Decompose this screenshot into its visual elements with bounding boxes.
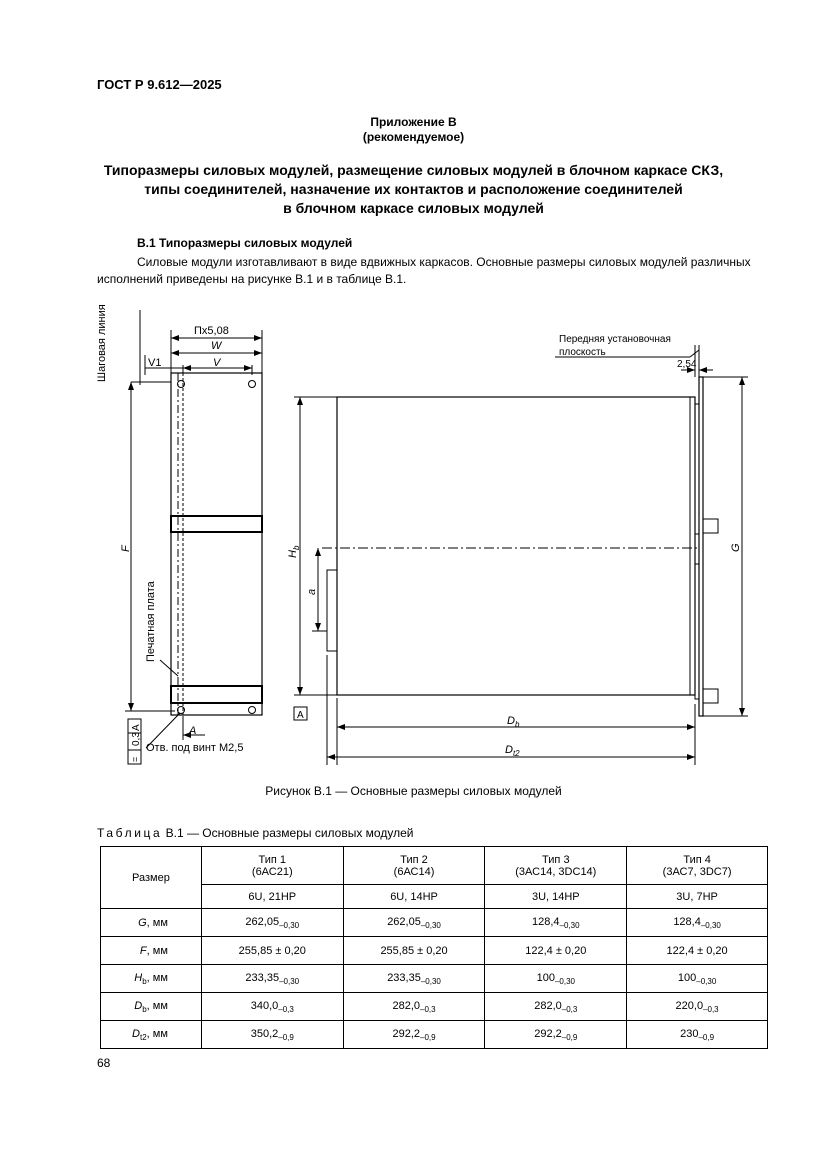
parameter-symbol: G xyxy=(138,916,147,929)
main-title-line: в блочном каркасе силовых модулей xyxy=(283,200,544,216)
value-text: 100 xyxy=(536,971,555,984)
dimensions-table xyxy=(100,846,768,1049)
type-size-cell: 3U, 14HP xyxy=(485,885,627,909)
tolerance-subscript: –0,30 xyxy=(554,976,575,986)
type-size-cell: 6U, 14HP xyxy=(343,885,485,909)
table-caption-text: В.1 — Основные размеры силовых модулей xyxy=(162,826,414,840)
type-size-cell: 3U, 7HP xyxy=(627,885,768,909)
tolerance-reference: A xyxy=(131,724,142,731)
value-cell xyxy=(485,937,627,965)
parameter-cell xyxy=(101,965,202,993)
value-text: 128,4 xyxy=(532,915,560,928)
section-heading: В.1 Типоразмеры силовых модулей xyxy=(137,236,353,250)
pitch-width-label: Пх5,08 xyxy=(194,325,229,337)
table-subheader-row xyxy=(101,885,768,909)
tolerance-subscript: –0,9 xyxy=(698,1032,715,1042)
front-view xyxy=(171,373,262,715)
parameter-symbol: H xyxy=(134,971,143,984)
table-row xyxy=(101,937,768,965)
hole-note-label: Отв. под винт M2,5 xyxy=(146,742,244,754)
handle-lower xyxy=(703,689,718,703)
value-cell xyxy=(343,1021,485,1049)
front-plane-label: Передняя установочная xyxy=(559,334,671,345)
type-header-cell xyxy=(627,847,768,885)
table-row xyxy=(101,909,768,937)
parameter-unit: , мм xyxy=(146,971,168,984)
tolerance-subscript: –0,9 xyxy=(278,1032,294,1042)
value-text: 262,05 xyxy=(387,915,421,928)
handle-bar-upper xyxy=(171,516,262,532)
figure-caption: Рисунок В.1 — Основные размеры силовых модулей xyxy=(265,784,562,798)
a-label: a xyxy=(306,588,318,595)
value-cell xyxy=(485,909,627,937)
appendix-title: Приложение В xyxy=(370,115,457,129)
value-cell xyxy=(343,909,485,937)
type-code: (3АС7, 3DC7) xyxy=(662,865,732,878)
value-text: 255,85 ± 0,20 xyxy=(238,944,306,957)
pitch-line-label: Шаговая линия xyxy=(96,304,108,382)
value-cell xyxy=(485,993,627,1021)
type-header-cell xyxy=(201,847,343,885)
connector-block xyxy=(327,570,337,651)
parameter-cell xyxy=(101,993,202,1021)
g-label: G xyxy=(730,543,742,552)
parameter-subscript: b xyxy=(142,976,147,986)
parameter-cell xyxy=(101,937,202,965)
value-text: 220,0 xyxy=(675,999,704,1012)
value-cell xyxy=(343,993,485,1021)
parameter-cell xyxy=(101,909,202,937)
value-text: 233,35 xyxy=(245,971,280,984)
appendix-status: (рекомендуемое) xyxy=(362,130,465,144)
main-title-line: Типоразмеры силовых модулей, размещение силовых модулей в блочном каркасе СКЗ, xyxy=(103,162,724,178)
value-cell xyxy=(343,937,485,965)
value-cell xyxy=(201,1021,343,1049)
top-dimensions xyxy=(131,330,262,382)
type-header-cell xyxy=(485,847,627,885)
table-row xyxy=(101,965,768,993)
value-cell xyxy=(201,993,343,1021)
parameter-subscript: b xyxy=(142,1004,147,1014)
value-cell xyxy=(627,993,768,1021)
datum-a-label: A xyxy=(297,710,304,721)
tolerance-subscript: –0,30 xyxy=(420,976,441,986)
table-caption-prefix: Таблица xyxy=(97,826,163,840)
parameter-unit: , мм xyxy=(146,1027,168,1040)
type-name: Тип 1 xyxy=(258,853,287,866)
value-cell xyxy=(201,937,343,965)
tolerance-subscript: –0,3 xyxy=(278,1004,294,1014)
value-text: 122,4 ± 0,20 xyxy=(525,944,587,957)
type-size-cell: 6U, 21HP xyxy=(201,885,343,909)
tolerance-subscript: –0,3 xyxy=(703,1004,719,1014)
tolerance-subscript: –0,9 xyxy=(561,1032,578,1042)
tolerance-subscript: –0,30 xyxy=(279,920,300,930)
document-code: ГОСТ Р 9.612—2025 xyxy=(97,77,222,92)
table-row xyxy=(101,993,768,1021)
page-number: 68 xyxy=(97,1056,111,1070)
w-label: W xyxy=(211,340,222,352)
value-cell xyxy=(627,937,768,965)
value-cell xyxy=(201,965,343,993)
value-text: 292,2 xyxy=(534,1027,562,1040)
dt2-label: $D_{t2}$ xyxy=(505,744,520,758)
type-name: Тип 2 xyxy=(400,853,428,866)
value-text: 100 xyxy=(677,971,697,984)
type-header-cell xyxy=(343,847,485,885)
v-label: V xyxy=(213,357,221,369)
pcb-label: Печатная плата xyxy=(145,581,157,662)
parameter-unit: , мм xyxy=(146,999,168,1012)
handle-upper xyxy=(703,519,718,533)
value-text: 122,4 ± 0,20 xyxy=(666,944,728,957)
tolerance-subscript: –0,3 xyxy=(420,1004,436,1014)
front-panel-outline xyxy=(171,373,262,715)
flatness-symbol: = xyxy=(130,756,140,762)
v1-label: V1 xyxy=(148,357,162,369)
value-cell xyxy=(201,909,343,937)
value-cell xyxy=(343,965,485,993)
db-label: $D_b$ xyxy=(507,715,520,729)
parameter-cell xyxy=(101,1021,202,1049)
paragraph-line: исполнений приведены на рисунке В.1 и в таблице В.1. xyxy=(97,272,407,286)
type-code: (3АС14, 3DC14) xyxy=(515,865,597,878)
handle-bar-lower xyxy=(171,686,262,703)
mounting-hole xyxy=(249,707,256,714)
parameter-symbol: D xyxy=(132,1027,140,1040)
parameter-symbol: F xyxy=(139,944,147,957)
table-body xyxy=(101,909,768,1049)
tolerance-subscript: –0,3 xyxy=(561,1004,578,1014)
tolerance-subscript: –0,30 xyxy=(700,920,721,930)
parameter-unit: , мм xyxy=(146,944,168,957)
value-text: 233,35 xyxy=(387,971,421,984)
value-text: 340,0 xyxy=(250,999,279,1012)
value-cell xyxy=(627,965,768,993)
value-text: 350,2 xyxy=(250,1027,279,1040)
module-body xyxy=(337,397,695,695)
paragraph-line: Силовые модули изготавливают в виде вдвижных каркасов. Основные размеры силовых модулей различных xyxy=(137,255,751,269)
main-title-line: типы соединителей, назначение их контактов и расположение соединителей xyxy=(144,181,683,197)
table-row xyxy=(101,1021,768,1049)
value-text: 128,4 xyxy=(673,915,701,928)
front-plate xyxy=(699,377,703,716)
value-cell xyxy=(627,1021,768,1049)
value-text: 262,05 xyxy=(245,915,280,928)
parameter-symbol: D xyxy=(134,999,143,1012)
value-cell xyxy=(485,1021,627,1049)
front-plane-label: плоскость xyxy=(559,347,606,358)
value-text: 292,2 xyxy=(392,1027,421,1040)
type-name: Тип 3 xyxy=(542,853,570,866)
tolerance-subscript: –0,30 xyxy=(696,976,717,986)
value-cell xyxy=(627,909,768,937)
tolerance-subscript: –0,30 xyxy=(279,976,300,986)
hole-datum-label: A xyxy=(189,725,197,737)
tolerance-value: 0,3 xyxy=(131,732,142,746)
value-text: 282,0 xyxy=(392,999,421,1012)
value-text: 255,85 ± 0,20 xyxy=(380,944,448,957)
type-name: Тип 4 xyxy=(683,853,711,866)
table-header-row xyxy=(101,847,768,885)
parameter-subscript: t2 xyxy=(139,1032,147,1042)
tolerance-subscript: –0,30 xyxy=(559,920,580,930)
mounting-hole xyxy=(249,381,256,388)
value-text: 282,0 xyxy=(534,999,562,1012)
size-header-cell: Размер xyxy=(101,847,202,909)
pcb-leader xyxy=(160,660,178,676)
f-label: F xyxy=(120,545,132,552)
side-view xyxy=(322,377,718,716)
tolerance-subscript: –0,9 xyxy=(420,1032,436,1042)
hb-label: $H_b$ xyxy=(287,545,301,558)
offset-label: 2,54 xyxy=(677,359,697,370)
value-cell xyxy=(485,965,627,993)
table-caption xyxy=(97,826,413,840)
type-code: (6АС21) xyxy=(251,865,293,878)
type-code: (6АС14) xyxy=(393,865,435,878)
tolerance-subscript: –0,30 xyxy=(420,920,441,930)
parameter-unit: , мм xyxy=(146,916,168,929)
value-text: 230 xyxy=(680,1027,699,1040)
